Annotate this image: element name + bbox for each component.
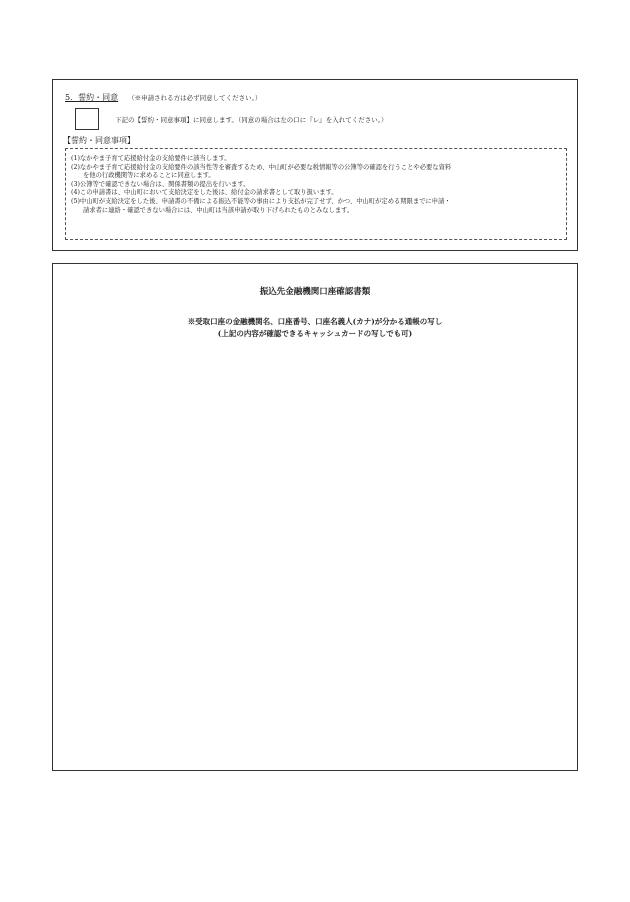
term-line: (1)なかやま子育て応援給付金の支給要件に該当します。 xyxy=(71,155,231,162)
account-instruction-alt: (上記の内容が確認できるキャッシュカードの写しでも可) xyxy=(217,329,413,338)
term-line: (2)なかやま子育て応援給付金の支給要件の該当性等を審査するため、中山町が必要な税情報等の公簿等の確認を行うことや必要な資料 xyxy=(71,163,452,171)
account-section-title: 振込先金融機関口座確認書類 xyxy=(259,287,371,297)
consent-section xyxy=(52,79,578,251)
term-line: (5)中山町が支給決定をした後、申請書の不備による振込不能等の事由により支払が完了せず、かつ、中山町が定める期限までに申請・ xyxy=(71,197,451,205)
terms-box xyxy=(65,148,567,240)
section-heading: 5．誓約・同意 xyxy=(65,93,119,102)
account-document-section xyxy=(52,263,578,771)
agree-text: 下記の【誓約・同意事項】に同意します。（同意の場合は左の口に『レ』を入れてください。） xyxy=(115,116,388,124)
terms-title: 【誓約・同意事項】 xyxy=(63,136,135,145)
term-line: (3)公簿等で確認できない場合は、関係書類の提出を行います。 xyxy=(71,180,250,188)
consent-checkbox[interactable] xyxy=(75,108,99,130)
term-line: 請求者に連絡・確認できない場合には、中山町は当該申請が取り下げられたものとみなします。 xyxy=(83,206,354,214)
term-line: を他の行政機関等に求めることに同意します。 xyxy=(83,172,215,180)
section-title xyxy=(65,92,261,103)
account-instruction: ※受取口座の金融機関名、口座番号、口座名義人(カナ)が分かる通帳の写し xyxy=(187,317,443,326)
section-note: （※申請される方は必ず同意してください。） xyxy=(128,94,262,102)
term-line: (4)この申請書は、中山町において支給決定をした後は、給付金の請求書として取り扱います。 xyxy=(71,189,338,197)
